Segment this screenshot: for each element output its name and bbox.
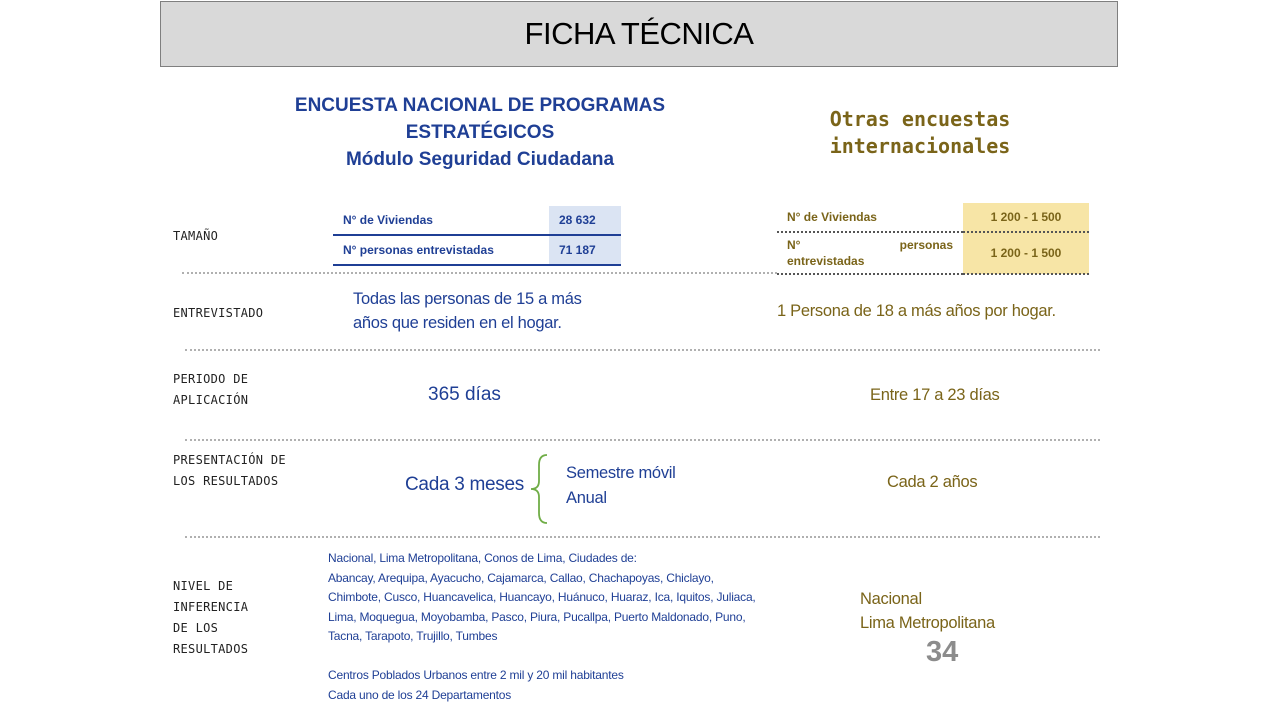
otras-presentacion: Cada 2 años — [887, 473, 978, 491]
enaprom-heading-line2: ESTRATÉGICOS — [405, 122, 555, 143]
separator — [182, 272, 777, 274]
table-cell-value: 1 200 - 1 500 — [963, 232, 1089, 274]
label-nivel-line4: RESULTADOS — [173, 642, 249, 656]
table-cell-value: 28 632 — [549, 206, 621, 235]
otras-periodo: Entre 17 a 23 días — [870, 386, 1000, 404]
label-nivel-line3: DE LOS — [173, 621, 219, 635]
table-cell-label — [777, 232, 963, 274]
presentacion-option-anual: Anual — [566, 489, 607, 507]
otras-heading — [780, 106, 1060, 160]
label-nivel — [173, 576, 248, 660]
label-periodo-line2: APLICACIÓN — [173, 393, 249, 407]
separator — [185, 439, 1100, 441]
page-title: FICHA TÉCNICA — [524, 16, 754, 51]
presentacion-options — [566, 461, 676, 511]
label-entrevistado — [173, 303, 263, 324]
enaprom-nivel-list — [328, 549, 756, 705]
nivel-line: Chimbote, Cusco, Huancavelica, Huancayo, Huánuco, Huaraz, Ica, Iquitos, Juliaca, — [328, 590, 756, 604]
page-number: 34 — [926, 636, 959, 668]
table-cell-label: N° personas entrevistadas — [333, 235, 549, 265]
otras-nivel-line1: Nacional — [860, 590, 922, 608]
presentacion-option-semestre: Semestre móvil — [566, 464, 676, 482]
label-presentacion — [173, 450, 286, 492]
enaprom-presentacion: Cada 3 meses — [405, 474, 524, 495]
enaprom-entrevistado — [353, 287, 582, 335]
enaprom-entrevistado-line2: años que residen en el hogar. — [353, 314, 562, 332]
label-entrevistado-text: ENTREVISTADO — [173, 306, 264, 320]
title-bar — [160, 1, 1118, 67]
separator — [185, 536, 1100, 538]
table-row — [777, 232, 1089, 274]
curly-brace-icon — [528, 453, 550, 525]
nivel-line: Cada uno de los 24 Departamentos — [328, 687, 512, 702]
enaprom-size-table — [333, 206, 621, 266]
label-tamano — [173, 226, 218, 247]
nivel-line: Nacional, Lima Metropolitana, Conos de Lima, Ciudades de: — [328, 551, 637, 565]
label-presentacion-line2: LOS RESULTADOS — [173, 474, 279, 488]
otras-heading-line2: internacionales — [829, 134, 1011, 158]
label-periodo-line1: PERIODO DE — [173, 372, 249, 386]
table-cell-label-a: N° — [787, 238, 801, 252]
enaprom-heading — [230, 92, 730, 173]
separator — [185, 349, 1100, 351]
enaprom-heading-line3: Módulo Seguridad Ciudadana — [345, 149, 615, 170]
label-periodo — [173, 369, 248, 411]
label-nivel-line1: NIVEL DE — [173, 579, 234, 593]
label-presentacion-line1: PRESENTACIÓN DE — [173, 453, 286, 467]
table-cell-value: 71 187 — [549, 235, 621, 265]
table-cell-label: N° de Viviendas — [333, 206, 549, 235]
nivel-line: Lima, Moquegua, Moyobamba, Pasco, Piura, Pucallpa, Puerto Maldonado, Puno, — [328, 609, 746, 624]
table-row — [333, 206, 621, 235]
nivel-line: Tacna, Tarapoto, Trujillo, Tumbes — [328, 629, 498, 643]
table-cell-value: 1 200 - 1 500 — [963, 203, 1089, 232]
enaprom-entrevistado-line1: Todas las personas de 15 a más — [353, 290, 582, 308]
enaprom-periodo: 365 días — [428, 384, 501, 405]
table-cell-label-b: personas — [899, 238, 953, 252]
otras-entrevistado: 1 Persona de 18 a más años por hogar. — [777, 302, 1056, 320]
table-row — [333, 235, 621, 265]
label-nivel-line2: INFERENCIA — [173, 600, 249, 614]
label-tamano-text: TAMAÑO — [173, 229, 219, 243]
nivel-line: Centros Poblados Urbanos entre 2 mil y 20 mil habitantes — [328, 668, 624, 682]
otras-size-table — [777, 203, 1089, 275]
otras-nivel-line2: Lima Metropolitana — [860, 614, 995, 632]
otras-nivel — [860, 587, 995, 635]
enaprom-heading-line1: ENCUESTA NACIONAL DE PROGRAMAS — [294, 95, 666, 116]
otras-heading-line1: Otras encuestas — [829, 107, 1011, 131]
nivel-line: Abancay, Arequipa, Ayacucho, Cajamarca, Callao, Chachapoyas, Chiclayo, — [328, 570, 714, 585]
table-cell-label-c: entrevistadas — [787, 254, 865, 268]
nivel-line — [328, 647, 756, 667]
table-cell-label: N° de Viviendas — [777, 203, 963, 232]
table-row — [777, 203, 1089, 232]
